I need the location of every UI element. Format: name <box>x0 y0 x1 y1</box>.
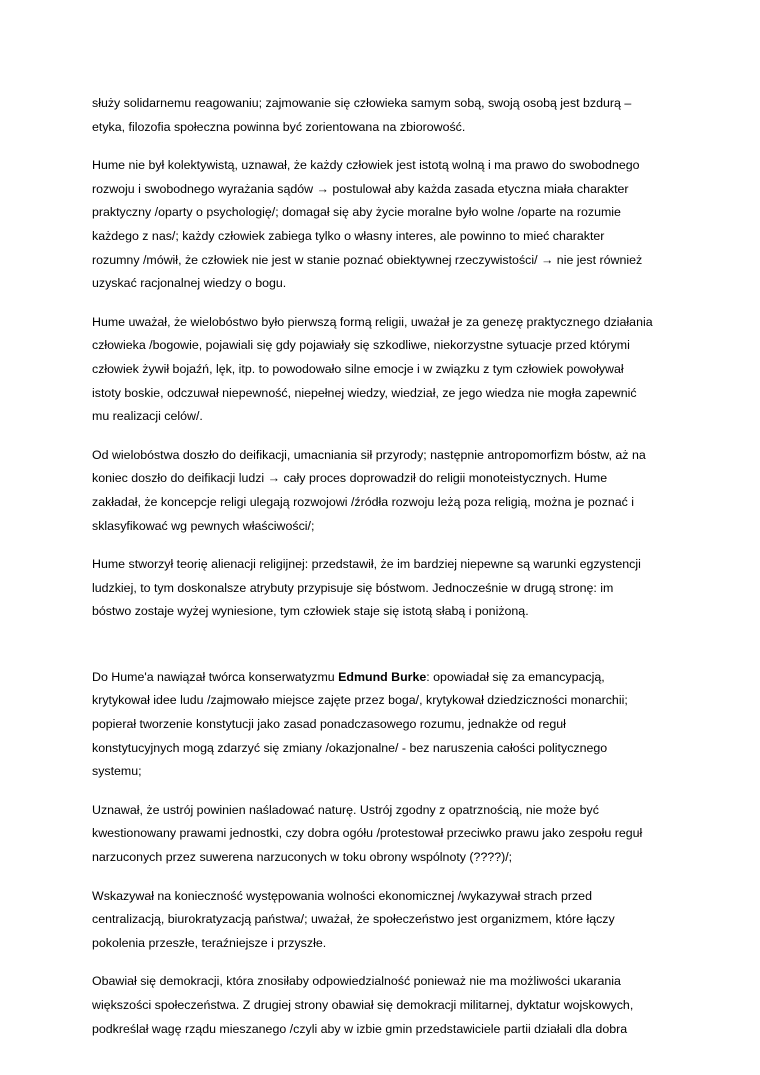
text-line: narzuconych przez suwerena narzuconych w toku obrony wspólnoty (????)/; <box>92 850 513 865</box>
paragraph-4 <box>92 444 672 538</box>
text-line: rozumny /mówił, że człowiek nie jest w stanie poznać obiektywnej rzeczywistości/ → nie jest również <box>92 252 643 267</box>
text-line: istoty boskie, odczuwał niepewność, niepełnej wiedzy, wiedział, ze jego wiedza nie mogła zapewnić <box>92 385 637 400</box>
paragraph-7 <box>92 799 672 870</box>
text-line: systemu; <box>92 764 142 779</box>
text-line: popierał tworzenie konstytucji jako zasad ponadczasowego rozumu, jednakże od reguł <box>92 717 566 732</box>
text-line: Obawiał się demokracji, która znosiłaby odpowiedzialność ponieważ nie ma możliwości ukarania <box>92 974 621 989</box>
paragraph-1 <box>92 92 672 139</box>
text-line: człowieka /bogowie, pojawiali się gdy pojawiały się szkodliwe, niekorzystne sytuacje przed którymi <box>92 338 630 353</box>
text-line: sklasyfikować wg pewnych właściwości/; <box>92 518 315 533</box>
text-line: Uznawał, że ustrój powinien naśladować naturę. Ustrój zgodny z opatrznością, nie może być <box>92 802 599 817</box>
paragraph-9 <box>92 970 672 1041</box>
document-page <box>92 92 672 1056</box>
paragraph-3 <box>92 311 672 429</box>
text-run: : opowiadał się za emancypacją, <box>426 669 605 684</box>
text-line <box>92 666 672 690</box>
text-line: zakładał, że koncepcje religi ulegają rozwojowi /źródła rozwoju leżą poza religią, można je poznać i <box>92 494 635 509</box>
text-line: konstytucyjnych mogą zdarzyć się zmiany /okazjonalne/ - bez naruszenia całości politycznego <box>92 740 608 755</box>
blank-line <box>92 639 672 666</box>
bold-name-edmund-burke: Edmund Burke <box>338 669 427 684</box>
text-line: służy solidarnemu reagowaniu; zajmowanie się człowieka samym sobą, swoją osobą jest bzdurą – <box>92 96 632 110</box>
text-line: Od wielobóstwa doszło do deifikacji, umacniania sił przyrody; następnie antropomorfizm bóstw, aż na <box>92 447 646 462</box>
text-line: większości społeczeństwa. Z drugiej strony obawiał się demokracji militarnej, dyktatur wojskowych, <box>92 998 634 1012</box>
text-line: koniec doszło do deifikacji ludzi → cały proces doprowadził do religii monoteistycznych. Hume <box>92 471 608 486</box>
text-line: uzyskać racjonalnej wiedzy o bogu. <box>92 276 287 291</box>
text-line: Wskazywał na konieczność występowania wolności ekonomicznej /wykazywał strach przed <box>92 888 592 903</box>
text-line: ludzkiej, to tym doskonalsze atrybuty przypisuje się bóstwom. Jednocześnie w drugą stronę: im <box>92 580 614 595</box>
text-line: Hume uważał, że wielobóstwo było pierwszą formą religii, uważał je za genezę praktycznego działania <box>92 314 653 329</box>
text-line: człowiek żywił bojaźń, lęk, itp. to powodowało silne emocje i w związku z tym człowiek powoływał <box>92 361 624 376</box>
text-line: mu realizacji celów/. <box>92 409 203 424</box>
text-line: Hume stworzył teorię alienacji religijnej: przedstawił, że im bardziej niepewne są warunki egzystencji <box>92 557 641 572</box>
text-line: Hume nie był kolektywistą, uznawał, że każdy człowiek jest istotą wolną i ma prawo do swobodnego <box>92 158 640 173</box>
text-line: krytykował idee ludu /zajmowało miejsce zajęte przez boga/, krytykował dziedziczności monarchii; <box>92 693 628 708</box>
text-line: podkreślał wagę rządu mieszanego /czyli aby w izbie gmin przedstawiciele partii działali dla dobra <box>92 1021 628 1036</box>
paragraph-6 <box>92 666 672 784</box>
paragraph-8 <box>92 885 672 956</box>
paragraph-5 <box>92 553 672 624</box>
text-line: kwestionowany prawami jednostki, czy dobra ogółu /protestował przeciwko prawu jako zespołu reguł <box>92 826 643 841</box>
text-line: każdego z nas/; każdy człowiek zabiega tylko o własny interes, ale powinno to mieć charakter <box>92 228 605 243</box>
text-run: Do Hume'a nawiązał twórca konserwatyzmu <box>92 669 339 684</box>
text-line: pokolenia przeszłe, teraźniejsze i przyszłe. <box>92 935 327 950</box>
paragraph-2 <box>92 154 672 296</box>
text-line: bóstwo zostaje wyżej wyniesione, tym człowiek staje się istotą słabą i poniżoną. <box>92 604 529 619</box>
text-line: etyka, filozofia społeczna powinna być zorientowana na zbiorowość. <box>92 119 466 134</box>
text-line: rozwoju i swobodnego wyrażania sądów → postulował aby każda zasada etyczna miała charakter <box>92 181 629 196</box>
text-line: centralizacją, biurokratyzacją państwa/; uważał, że społeczeństwo jest organizmem, które łączy <box>92 912 615 927</box>
text-line: praktyczny /oparty o psychologię/; domagał się aby życie moralne było wolne /oparte na rozumie <box>92 205 621 220</box>
